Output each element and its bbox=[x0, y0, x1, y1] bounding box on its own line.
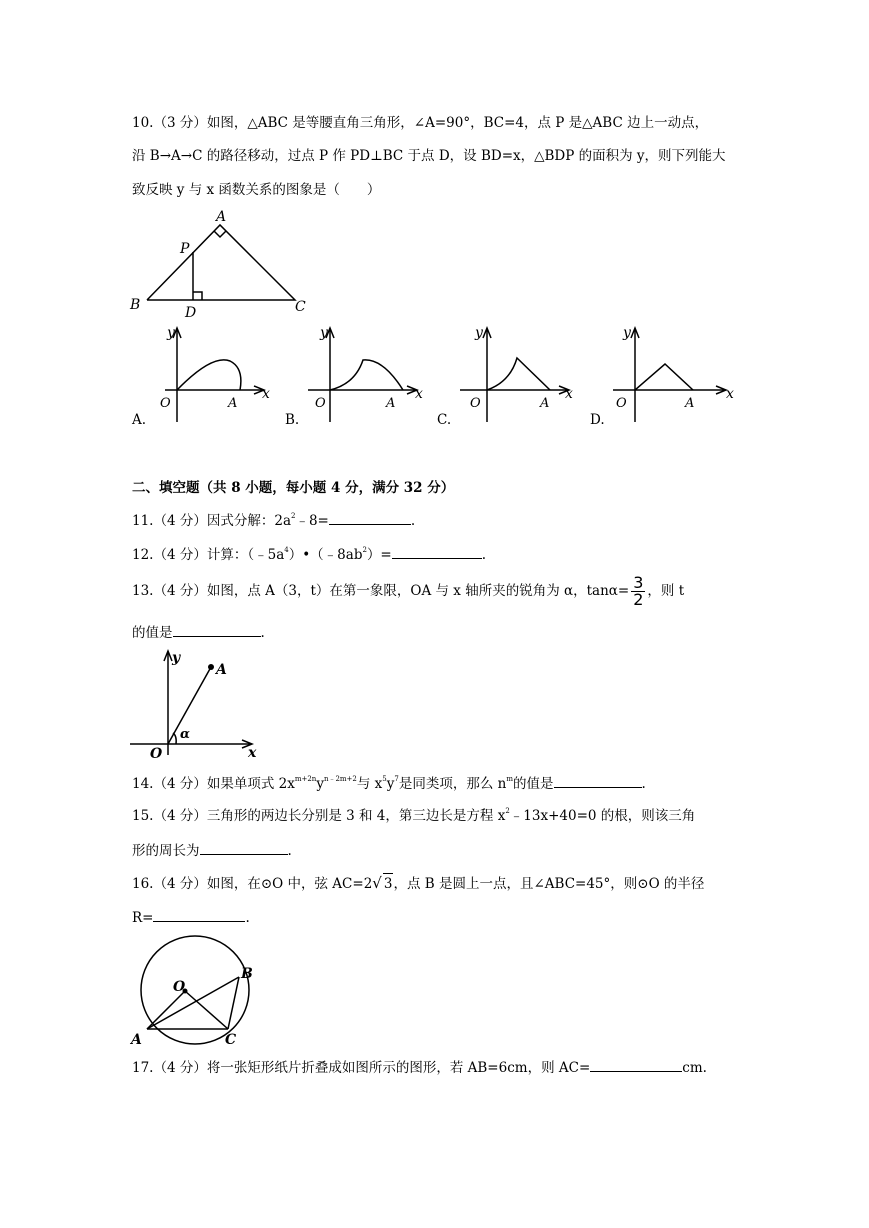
graph-option-c bbox=[455, 322, 580, 427]
tri-label-d: D bbox=[185, 305, 197, 320]
circle-figure bbox=[125, 932, 265, 1052]
option-b-label: B. bbox=[285, 412, 300, 428]
coordinate-figure bbox=[128, 645, 263, 760]
triangle-figure bbox=[125, 205, 325, 320]
section-2-heading: 二、填空题（共 8 小题，每小题 4 分，满分 32 分） bbox=[132, 480, 455, 496]
tan-fraction: $\frac{3}{2}$ bbox=[633, 573, 644, 609]
fig16-point-c-label: C bbox=[225, 1032, 237, 1048]
option-d-label: D. bbox=[590, 412, 605, 428]
q16-line-1: 16.（4 分）如图，在⊙O 中，弦 AC=2√ 3，点 B 是圆上一点，且∠ABC=45°，则⊙O 的半径 bbox=[132, 874, 705, 892]
q17-answer-blank[interactable] bbox=[590, 1057, 682, 1072]
graph-b-y-label: y bbox=[320, 325, 328, 341]
fig16-center-label: O bbox=[173, 979, 186, 995]
q12-answer-blank[interactable] bbox=[392, 544, 482, 559]
q13-line-2: 的值是 . bbox=[132, 622, 265, 643]
tri-label-b: B bbox=[130, 297, 141, 313]
graph-a-y-label: y bbox=[167, 325, 175, 341]
fig13-y-label: y bbox=[172, 650, 181, 666]
q16-line-2: R= . bbox=[132, 907, 250, 928]
q10-line-1: 10.（3 分）如图，△ABC 是等腰直角三角形，∠A=90°，BC=4，点 P 是△ABC 边上一动点， bbox=[132, 115, 709, 131]
graph-option-a bbox=[150, 322, 275, 427]
graph-d-origin-label: O bbox=[616, 396, 627, 411]
q11: 11.（4 分）因式分解：$2a^2﹣8=$ . bbox=[132, 512, 416, 529]
graph-d-x-label: x bbox=[726, 386, 734, 402]
q13-line-1: 13.（4 分）如图，点 A（3，t）在第一象限，OA 与 x 轴所夹的锐角为 α，tanα= $\frac{3}{2}$ ，则 t bbox=[132, 573, 685, 609]
q14: 14.（4 分）如果单项式 $2x^{m+2n}y^{n﹣2m+2}$与 $x^5y^7$是同类项，那么 $n^m$的值是 . bbox=[132, 775, 646, 792]
graph-c-origin-label: O bbox=[470, 396, 481, 411]
graph-c-y-label: y bbox=[475, 325, 483, 341]
fig16-point-a-label: A bbox=[131, 1032, 142, 1048]
graph-b-point-a-label: A bbox=[386, 396, 396, 411]
fig13-alpha-label: α bbox=[180, 727, 191, 742]
tri-label-p: P bbox=[180, 241, 190, 257]
graph-a-point-a-label: A bbox=[228, 396, 238, 411]
fig13-origin-label: O bbox=[150, 746, 163, 760]
q12: 12.（4 分）计算：$(﹣5a^4)•(﹣8ab^2)=$ . bbox=[132, 546, 487, 563]
graph-a-x-label: x bbox=[262, 386, 270, 402]
q11-answer-blank[interactable] bbox=[329, 510, 411, 525]
q16-answer-blank[interactable] bbox=[153, 907, 245, 922]
graph-c-x-label: x bbox=[565, 386, 573, 402]
q10-line-2: 沿 B→A→C 的路径移动，过点 P 作 PD⊥BC 于点 D，设 BD=x，△BDP 的面积为 y，则下列能大 bbox=[132, 148, 726, 164]
q10-line-3: 致反映 y 与 x 函数关系的图象是（ ） bbox=[132, 182, 381, 198]
fig16-point-b-label: B bbox=[241, 966, 253, 982]
option-a-label: A. bbox=[132, 412, 147, 428]
graph-d-y-label: y bbox=[623, 325, 631, 341]
graph-d-point-a-label: A bbox=[685, 396, 695, 411]
tri-label-c: C bbox=[295, 299, 306, 315]
graph-a-origin-label: O bbox=[160, 396, 171, 411]
q15-line-1: 15.（4 分）三角形的两边长分别是 3 和 4，第三边长是方程 $x^2﹣13x+40=0$ 的根，则该三角 bbox=[132, 807, 696, 824]
q13-answer-blank[interactable] bbox=[173, 622, 261, 637]
option-c-label: C. bbox=[437, 412, 452, 428]
fig13-x-label: x bbox=[248, 745, 257, 760]
graph-option-d bbox=[608, 322, 738, 427]
graph-c-point-a-label: A bbox=[540, 396, 550, 411]
q14-answer-blank[interactable] bbox=[554, 773, 642, 788]
fig13-point-a-label: A bbox=[216, 662, 227, 678]
graph-b-x-label: x bbox=[415, 386, 423, 402]
graph-option-b bbox=[303, 322, 428, 427]
q15-line-2: 形的周长为 . bbox=[132, 840, 292, 861]
q15-answer-blank[interactable] bbox=[200, 840, 288, 855]
tri-label-a: A bbox=[216, 209, 227, 225]
q17: 17.（4 分）将一张矩形纸片折叠成如图所示的图形，若 AB=6cm，则 AC= cm. bbox=[132, 1057, 707, 1078]
graph-b-origin-label: O bbox=[315, 396, 326, 411]
